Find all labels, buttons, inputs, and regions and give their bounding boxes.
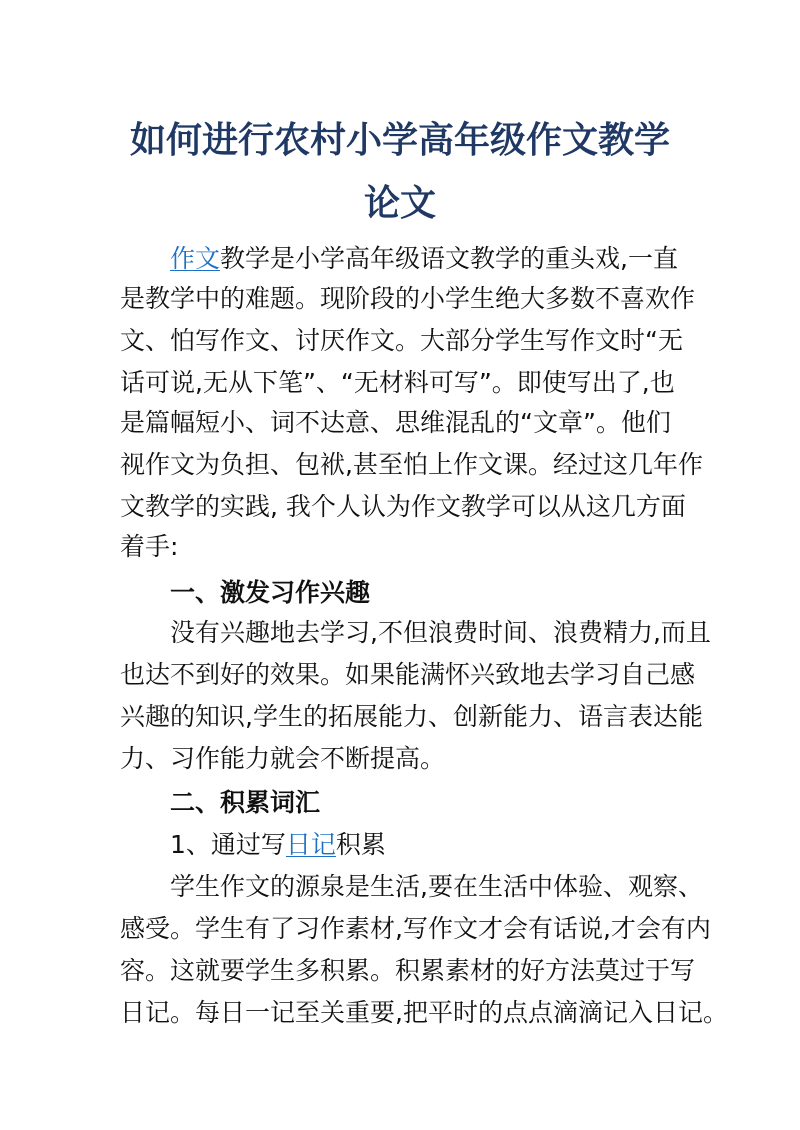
intro-line-1-text: 教学是小学高年级语文教学的重头戏,一直 xyxy=(220,244,678,273)
document-title-line1: 如何进行农村小学高年级作文教学 xyxy=(129,120,670,161)
intro-line-3: 文、怕写作文、讨厌作文。大部分学生写作文时“无 xyxy=(120,326,683,355)
section2-sub-suffix: 积累 xyxy=(335,830,386,859)
intro-line-2: 是教学中的难题。现阶段的小学生绝大多数不喜欢作 xyxy=(120,284,696,313)
section2-subheading xyxy=(170,830,386,860)
riji-link[interactable]: 日记 xyxy=(285,830,336,859)
section2-line-2: 感受。学生有了习作素材,写作文才会有话说,才会有内 xyxy=(120,914,711,943)
intro-line-4: 话可说,无从下笔”、“无材料可写”。即使写出了,也 xyxy=(120,368,675,397)
document-title-line2: 论文 xyxy=(363,183,436,224)
section2-sub-prefix: 1、通过写 xyxy=(170,830,286,859)
section1-line-4: 力、习作能力就会不断提高。 xyxy=(120,744,446,773)
section1-line-3: 兴趣的知识,学生的拓展能力、创新能力、语言表达能 xyxy=(120,702,703,731)
intro-line-6: 视作文为负担、包袱,甚至怕上作文课。经过这几年作 xyxy=(120,450,703,479)
section1-heading: 一、激发习作兴趣 xyxy=(170,578,371,607)
intro-line-1 xyxy=(170,244,678,274)
section2-line-1: 学生作文的源泉是生活,要在生活中体验、观察、 xyxy=(170,872,703,901)
section2-line-4: 日记。每日一记至关重要,把平时的点点滴滴记入日记。 xyxy=(120,998,728,1027)
section1-line-1: 没有兴趣地去学习,不但浪费时间、浪费精力,而且 xyxy=(170,618,711,647)
intro-line-5: 是篇幅短小、词不达意、思维混乱的“文章”。他们 xyxy=(120,408,671,437)
section2-line-3: 容。这就要学生多积累。积累素材的好方法莫过于写 xyxy=(120,956,696,985)
section1-line-2: 也达不到好的效果。如果能满怀兴致地去学习自己感 xyxy=(120,660,696,689)
zuowen-link[interactable]: 作文 xyxy=(170,244,221,273)
section2-heading: 二、积累词汇 xyxy=(170,788,321,817)
intro-line-8: 着手: xyxy=(120,532,179,561)
intro-line-7: 文教学的实践, 我个人认为作文教学可以从这几方面 xyxy=(120,492,686,521)
